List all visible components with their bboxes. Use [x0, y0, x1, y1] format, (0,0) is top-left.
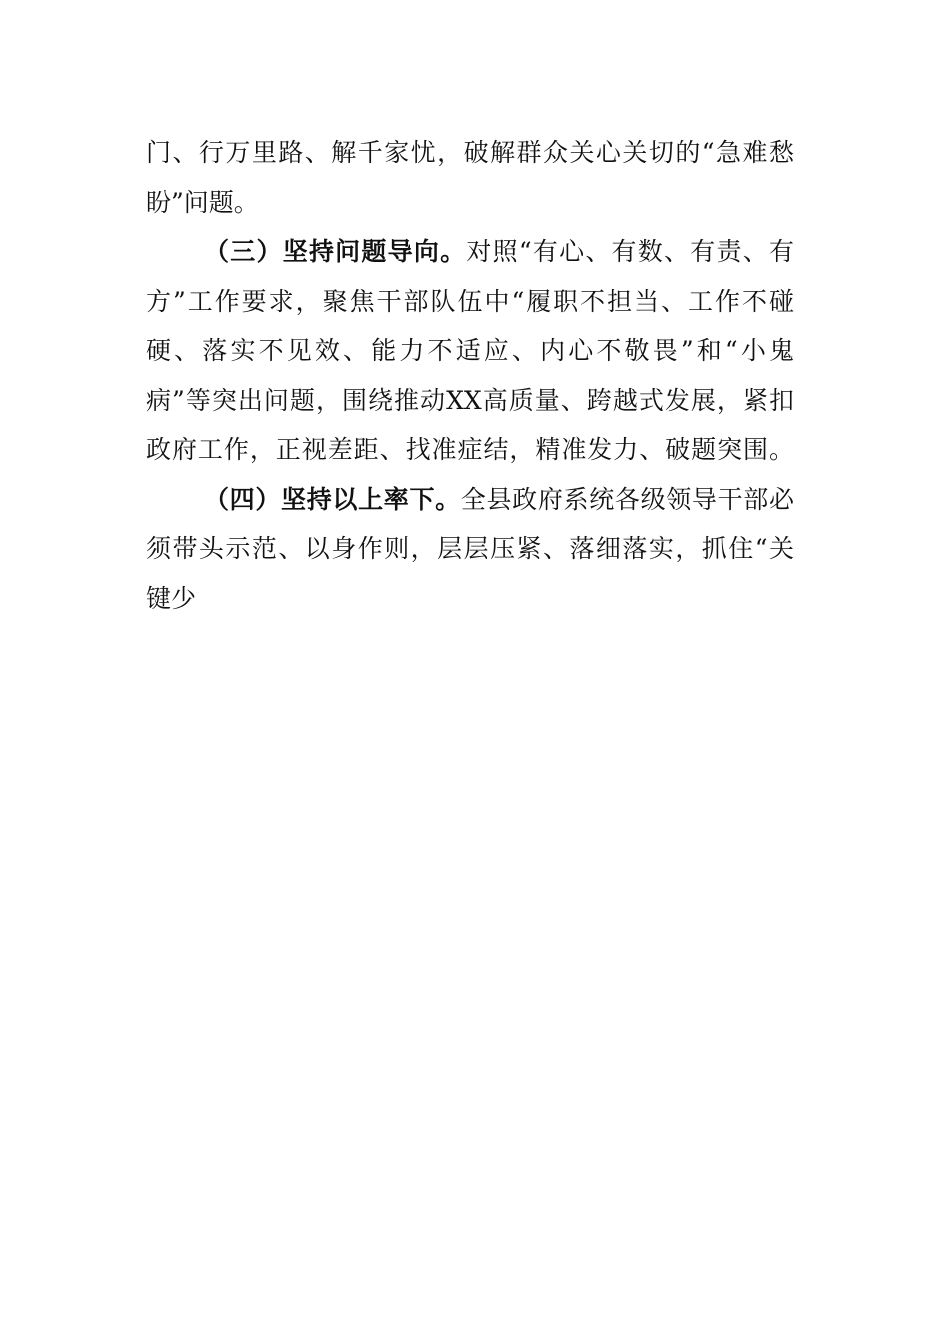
paragraph-three-first-line [146, 227, 794, 277]
text-run: 全县政府系统各级领导干部必 [460, 484, 794, 514]
document-body [146, 128, 794, 623]
text-line: 门、行万里路、解千家忧，破解群众关心关切的“急难愁 [146, 138, 794, 167]
text-run: 对照“有心、有数、有责、有 [466, 237, 794, 266]
paragraph-four-first-line [146, 475, 794, 525]
text-line: 方”工作要求，聚焦干部队伍中“履职不担当、工作不碰 [146, 286, 794, 316]
text-line: 盼”问题。 [146, 187, 259, 217]
text-line: 须带头示范、以身作则，层层压紧、落细落实，抓住“关 [146, 534, 794, 563]
text-line: 病”等突出问题，围绕推动XX高质量、跨越式发展，紧扣 [146, 385, 794, 415]
section-heading-three: （三）坚持问题导向。 [204, 237, 467, 266]
section-heading-four: （四）坚持以上率下。 [204, 484, 461, 514]
text-line: 键少 [146, 583, 197, 613]
text-line: 政府工作，正视差距、找准症结，精准发力、破题突围。 [146, 435, 794, 464]
text-line: 硬、落实不见效、能力不适应、内心不敬畏”和“小鬼 [146, 336, 794, 365]
